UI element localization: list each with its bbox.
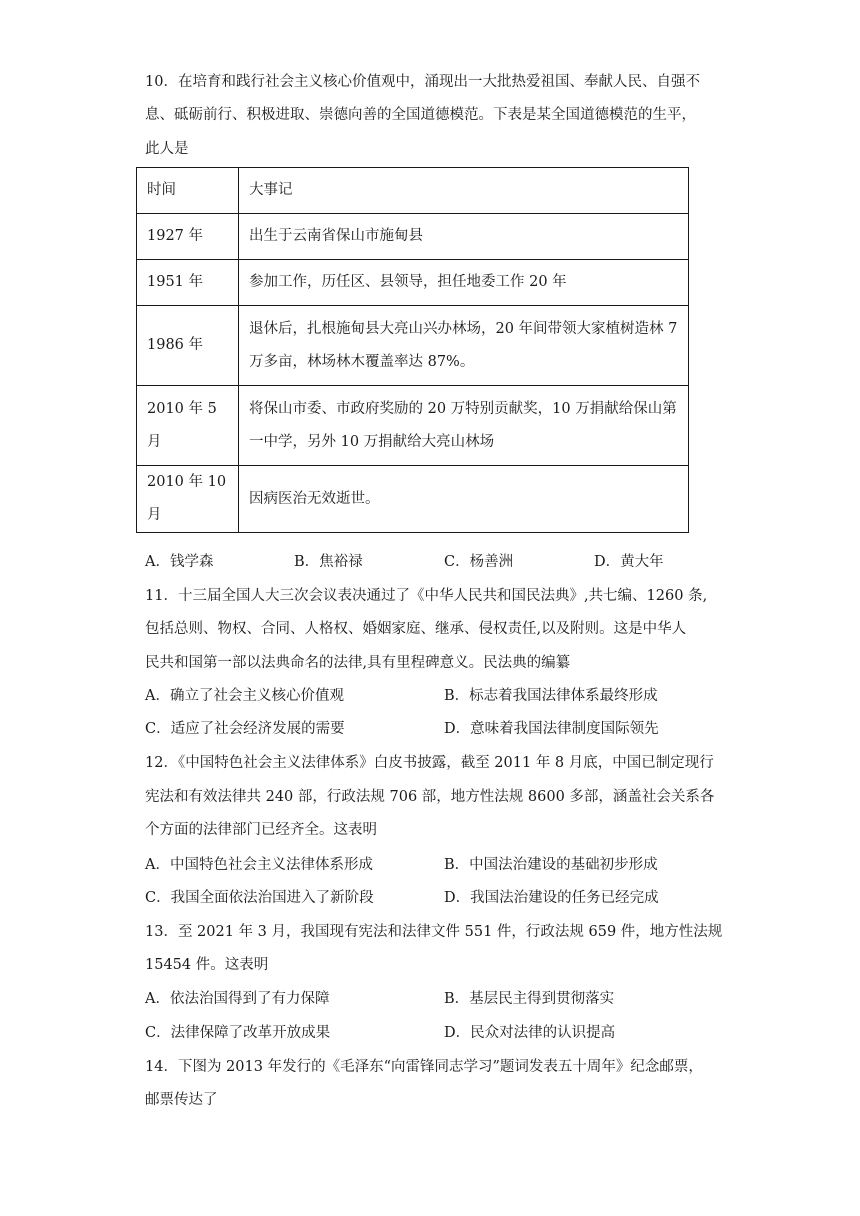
q13-option-b[interactable]: B．基层民主得到贯彻落实 — [444, 991, 615, 1007]
q13-stem-line-1: 13．至 2021 年 3 月，我国现有宪法和法律文件 551 件，行政法规 659 件，地方性法规 — [145, 924, 723, 940]
event-line: 将保山市委、市政府奖励的 20 万特别贡献奖，10 万捐献给保山第 — [249, 400, 677, 417]
event-line: 一中学，另外 10 万捐献给大亮山林场 — [249, 433, 495, 450]
header-time: 时间 — [137, 168, 239, 214]
row-event — [239, 386, 689, 466]
q13-stem-line-2: 15454 件。这表明 — [145, 957, 269, 973]
row-time: 1927 年 — [137, 214, 239, 260]
q11-option-d[interactable]: D．意味着我国法律制度国际领先 — [444, 721, 659, 737]
q12-option-d[interactable]: D．我国法治建设的任务已经完成 — [444, 890, 659, 906]
q12-stem-line-1: 12．《中国特色社会主义法律体系》白皮书披露，截至 2011 年 8 月底，中国已制定现行 — [145, 755, 714, 771]
table-row — [137, 260, 689, 306]
table-row — [137, 306, 689, 386]
event-line: 出生于云南省保山市施甸县 — [249, 228, 423, 244]
q10-stem-line-3: 此人是 — [145, 141, 189, 157]
q11-option-a[interactable]: A．确立了社会主义核心价值观 — [145, 688, 344, 704]
header-event: 大事记 — [239, 168, 689, 214]
event-line: 退休后，扎根施甸县大亮山兴办林场，20 年间带领大家植树造林 7 — [249, 320, 678, 337]
q13-option-d[interactable]: D．民众对法律的认识提高 — [444, 1025, 616, 1041]
q12-option-a[interactable]: A．中国特色社会主义法律体系形成 — [145, 857, 373, 873]
q10-option-a[interactable]: A．钱学森 — [145, 554, 214, 570]
q12-option-b[interactable]: B．中国法治建设的基础初步形成 — [444, 857, 658, 873]
q11-stem-line-2: 包括总则、物权、合同、人格权、婚姻家庭、继承、侵权责任,以及附则。这是中华人 — [145, 621, 687, 637]
q14-stem-line-2: 邮票传达了 — [145, 1092, 218, 1108]
row-time: 1951 年 — [137, 260, 239, 306]
biography-table — [136, 167, 689, 533]
row-time: 1986 年 — [137, 306, 239, 386]
q10-option-c[interactable]: C．杨善洲 — [444, 554, 514, 570]
row-event — [239, 214, 689, 260]
event-line: 万多亩，林场林木覆盖率达 87%。 — [249, 353, 475, 370]
table-row — [137, 466, 689, 533]
table-row — [137, 386, 689, 466]
q11-option-b[interactable]: B．标志着我国法律体系最终形成 — [444, 688, 658, 704]
row-event — [239, 306, 689, 386]
row-event — [239, 260, 689, 306]
table-header-row — [137, 168, 689, 214]
row-event — [239, 466, 689, 533]
q11-stem-line-1: 11．十三届全国人大三次会议表决通过了《中华人民共和国民法典》,共七编、1260 条, — [145, 588, 708, 604]
q12-stem-line-3: 个方面的法律部门已经齐全。这表明 — [145, 822, 377, 838]
q11-option-c[interactable]: C．适应了社会经济发展的需要 — [145, 721, 345, 737]
q10-stem-line-2: 息、砥砺前行、积极进取、崇德向善的全国道德模范。下表是某全国道德模范的生平， — [145, 107, 696, 123]
event-line: 参加工作，历任区、县领导，担任地委工作 20 年 — [249, 274, 567, 290]
q10-stem-line-1: 10．在培育和践行社会主义核心价值观中，涌现出一大批热爱祖国、奉献人民、自强不 — [145, 74, 700, 90]
q13-option-a[interactable]: A．依法治国得到了有力保障 — [145, 991, 330, 1007]
event-line: 因病医治无效逝世。 — [249, 490, 380, 507]
q10-option-b[interactable]: B．焦裕禄 — [294, 554, 363, 570]
table-row — [137, 214, 689, 260]
row-time: 2010 年 10 月 — [137, 466, 239, 533]
q12-stem-line-2: 宪法和有效法律共 240 部，行政法规 706 部，地方性法规 8600 多部，涵盖社会关系各 — [145, 789, 715, 805]
row-time: 2010 年 5 月 — [137, 386, 239, 466]
q14-stem-line-1: 14．下图为 2013 年发行的《毛泽东“向雷锋同志学习”题词发表五十周年》纪念邮票， — [145, 1059, 703, 1075]
q11-stem-line-3: 民共和国第一部以法典命名的法律,具有里程碑意义。民法典的编纂 — [145, 655, 571, 671]
q10-option-d[interactable]: D．黄大年 — [594, 554, 664, 570]
q13-option-c[interactable]: C．法律保障了改革开放成果 — [145, 1025, 331, 1041]
q12-option-c[interactable]: C．我国全面依法治国进入了新阶段 — [145, 890, 374, 906]
